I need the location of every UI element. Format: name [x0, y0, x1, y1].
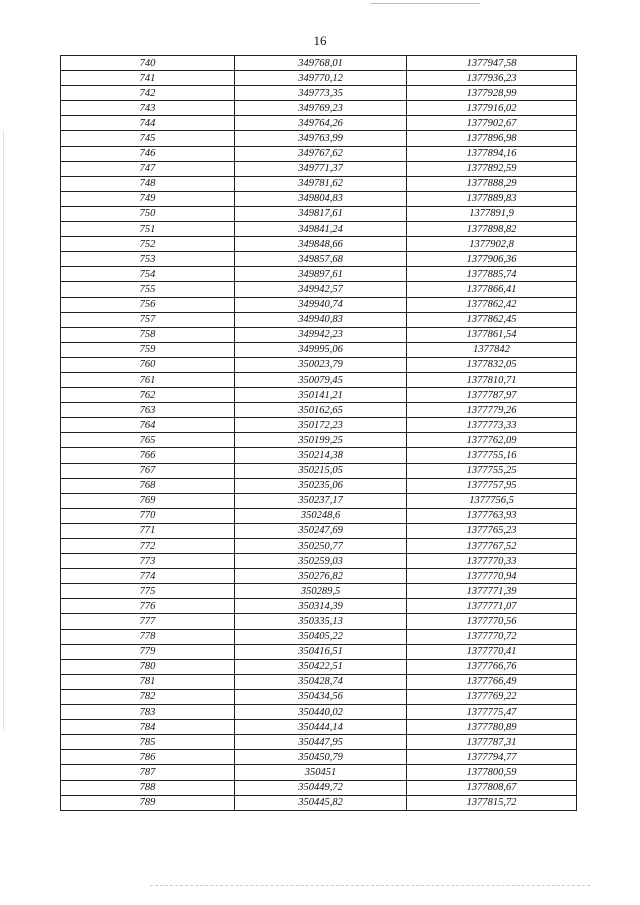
table-row	[61, 56, 577, 71]
y-coordinate-cell: 1377773,33	[407, 418, 577, 433]
table-row	[61, 312, 577, 327]
point-number-cell: 771	[61, 523, 235, 538]
table-row	[61, 448, 577, 463]
y-coordinate-cell: 1377769,22	[407, 689, 577, 704]
y-coordinate-cell: 1377902,8	[407, 237, 577, 252]
y-coordinate-cell: 1377770,72	[407, 629, 577, 644]
x-coordinate-cell: 349770,12	[235, 71, 407, 86]
table-row	[61, 327, 577, 342]
point-number-cell: 741	[61, 71, 235, 86]
point-number-cell: 758	[61, 327, 235, 342]
scan-artifact-left	[3, 130, 4, 730]
point-number-cell: 772	[61, 539, 235, 554]
y-coordinate-cell: 1377755,25	[407, 463, 577, 478]
x-coordinate-cell: 349763,99	[235, 131, 407, 146]
point-number-cell: 743	[61, 101, 235, 116]
coordinates-table-body	[61, 56, 577, 811]
point-number-cell: 745	[61, 131, 235, 146]
x-coordinate-cell: 350451	[235, 765, 407, 780]
x-coordinate-cell: 350416,51	[235, 644, 407, 659]
y-coordinate-cell: 1377906,36	[407, 252, 577, 267]
table-row	[61, 705, 577, 720]
y-coordinate-cell: 1377842	[407, 342, 577, 357]
point-number-cell: 786	[61, 750, 235, 765]
x-coordinate-cell: 349773,35	[235, 86, 407, 101]
point-number-cell: 773	[61, 554, 235, 569]
table-row	[61, 735, 577, 750]
x-coordinate-cell: 350335,13	[235, 614, 407, 629]
x-coordinate-cell: 350235,06	[235, 478, 407, 493]
x-coordinate-cell: 349995,06	[235, 342, 407, 357]
point-number-cell: 756	[61, 297, 235, 312]
table-row	[61, 614, 577, 629]
x-coordinate-cell: 349781,62	[235, 176, 407, 191]
y-coordinate-cell: 1377771,07	[407, 599, 577, 614]
x-coordinate-cell: 350276,82	[235, 569, 407, 584]
y-coordinate-cell: 1377762,09	[407, 433, 577, 448]
x-coordinate-cell: 349764,26	[235, 116, 407, 131]
y-coordinate-cell: 1377779,26	[407, 403, 577, 418]
x-coordinate-cell: 350248,6	[235, 508, 407, 523]
x-coordinate-cell: 350428,74	[235, 674, 407, 689]
table-row	[61, 372, 577, 387]
x-coordinate-cell: 350422,51	[235, 659, 407, 674]
point-number-cell: 789	[61, 795, 235, 810]
point-number-cell: 768	[61, 478, 235, 493]
table-row	[61, 765, 577, 780]
x-coordinate-cell: 350247,69	[235, 523, 407, 538]
table-row	[61, 282, 577, 297]
point-number-cell: 754	[61, 267, 235, 282]
table-row	[61, 750, 577, 765]
y-coordinate-cell: 1377832,05	[407, 357, 577, 372]
y-coordinate-cell: 1377896,98	[407, 131, 577, 146]
y-coordinate-cell: 1377947,58	[407, 56, 577, 71]
y-coordinate-cell: 1377770,33	[407, 554, 577, 569]
table-row	[61, 101, 577, 116]
x-coordinate-cell: 350450,79	[235, 750, 407, 765]
table-row	[61, 569, 577, 584]
x-coordinate-cell: 349817,61	[235, 206, 407, 221]
table-row	[61, 146, 577, 161]
x-coordinate-cell: 350259,03	[235, 554, 407, 569]
y-coordinate-cell: 1377766,49	[407, 674, 577, 689]
point-number-cell: 783	[61, 705, 235, 720]
table-row	[61, 508, 577, 523]
y-coordinate-cell: 1377787,97	[407, 388, 577, 403]
y-coordinate-cell: 1377757,95	[407, 478, 577, 493]
y-coordinate-cell: 1377771,39	[407, 584, 577, 599]
x-coordinate-cell: 350449,72	[235, 780, 407, 795]
point-number-cell: 770	[61, 508, 235, 523]
y-coordinate-cell: 1377810,71	[407, 372, 577, 387]
point-number-cell: 785	[61, 735, 235, 750]
point-number-cell: 769	[61, 493, 235, 508]
point-number-cell: 761	[61, 372, 235, 387]
table-row	[61, 644, 577, 659]
point-number-cell: 753	[61, 252, 235, 267]
y-coordinate-cell: 1377770,56	[407, 614, 577, 629]
y-coordinate-cell: 1377767,52	[407, 539, 577, 554]
y-coordinate-cell: 1377787,31	[407, 735, 577, 750]
point-number-cell: 763	[61, 403, 235, 418]
x-coordinate-cell: 350289,5	[235, 584, 407, 599]
y-coordinate-cell: 1377885,74	[407, 267, 577, 282]
table-row	[61, 493, 577, 508]
table-row	[61, 357, 577, 372]
x-coordinate-cell: 350199,25	[235, 433, 407, 448]
table-row	[61, 161, 577, 176]
point-number-cell: 787	[61, 765, 235, 780]
x-coordinate-cell: 350215,05	[235, 463, 407, 478]
table-row	[61, 403, 577, 418]
table-row	[61, 720, 577, 735]
table-row	[61, 539, 577, 554]
point-number-cell: 765	[61, 433, 235, 448]
point-number-cell: 747	[61, 161, 235, 176]
table-row	[61, 629, 577, 644]
table-row	[61, 252, 577, 267]
point-number-cell: 782	[61, 689, 235, 704]
y-coordinate-cell: 1377780,89	[407, 720, 577, 735]
y-coordinate-cell: 1377936,23	[407, 71, 577, 86]
x-coordinate-cell: 350237,17	[235, 493, 407, 508]
x-coordinate-cell: 349942,57	[235, 282, 407, 297]
y-coordinate-cell: 1377770,41	[407, 644, 577, 659]
table-row	[61, 206, 577, 221]
x-coordinate-cell: 349940,74	[235, 297, 407, 312]
y-coordinate-cell: 1377862,42	[407, 297, 577, 312]
y-coordinate-cell: 1377892,59	[407, 161, 577, 176]
table-row	[61, 795, 577, 810]
point-number-cell: 744	[61, 116, 235, 131]
y-coordinate-cell: 1377755,16	[407, 448, 577, 463]
y-coordinate-cell: 1377916,02	[407, 101, 577, 116]
x-coordinate-cell: 350214,38	[235, 448, 407, 463]
table-row	[61, 554, 577, 569]
table-row	[61, 418, 577, 433]
point-number-cell: 742	[61, 86, 235, 101]
x-coordinate-cell: 349769,23	[235, 101, 407, 116]
point-number-cell: 746	[61, 146, 235, 161]
point-number-cell: 777	[61, 614, 235, 629]
x-coordinate-cell: 350314,39	[235, 599, 407, 614]
table-row	[61, 463, 577, 478]
x-coordinate-cell: 350079,45	[235, 372, 407, 387]
scan-artifact-bottom	[150, 885, 590, 887]
x-coordinate-cell: 349857,68	[235, 252, 407, 267]
y-coordinate-cell: 1377763,93	[407, 508, 577, 523]
y-coordinate-cell: 1377866,41	[407, 282, 577, 297]
x-coordinate-cell: 350434,56	[235, 689, 407, 704]
point-number-cell: 774	[61, 569, 235, 584]
y-coordinate-cell: 1377861,54	[407, 327, 577, 342]
y-coordinate-cell: 1377766,76	[407, 659, 577, 674]
table-row	[61, 342, 577, 357]
table-row	[61, 222, 577, 237]
point-number-cell: 755	[61, 282, 235, 297]
x-coordinate-cell: 350445,82	[235, 795, 407, 810]
table-row	[61, 674, 577, 689]
table-row	[61, 237, 577, 252]
y-coordinate-cell: 1377808,67	[407, 780, 577, 795]
table-row	[61, 131, 577, 146]
y-coordinate-cell: 1377775,47	[407, 705, 577, 720]
y-coordinate-cell: 1377815,72	[407, 795, 577, 810]
table-row	[61, 267, 577, 282]
point-number-cell: 752	[61, 237, 235, 252]
point-number-cell: 757	[61, 312, 235, 327]
x-coordinate-cell: 349768,01	[235, 56, 407, 71]
table-row	[61, 599, 577, 614]
y-coordinate-cell: 1377889,83	[407, 191, 577, 206]
y-coordinate-cell: 1377756,5	[407, 493, 577, 508]
x-coordinate-cell: 349942,23	[235, 327, 407, 342]
x-coordinate-cell: 350405,22	[235, 629, 407, 644]
table-row	[61, 478, 577, 493]
table-row	[61, 86, 577, 101]
point-number-cell: 759	[61, 342, 235, 357]
table-row	[61, 116, 577, 131]
y-coordinate-cell: 1377765,23	[407, 523, 577, 538]
point-number-cell: 762	[61, 388, 235, 403]
y-coordinate-cell: 1377902,67	[407, 116, 577, 131]
y-coordinate-cell: 1377800,59	[407, 765, 577, 780]
x-coordinate-cell: 349771,37	[235, 161, 407, 176]
scan-artifact-top	[370, 3, 480, 4]
y-coordinate-cell: 1377894,16	[407, 146, 577, 161]
point-number-cell: 776	[61, 599, 235, 614]
point-number-cell: 778	[61, 629, 235, 644]
point-number-cell: 751	[61, 222, 235, 237]
table-row	[61, 388, 577, 403]
x-coordinate-cell: 350250,77	[235, 539, 407, 554]
point-number-cell: 775	[61, 584, 235, 599]
y-coordinate-cell: 1377770,94	[407, 569, 577, 584]
y-coordinate-cell: 1377891,9	[407, 206, 577, 221]
y-coordinate-cell: 1377928,99	[407, 86, 577, 101]
coordinates-table	[60, 55, 577, 811]
point-number-cell: 781	[61, 674, 235, 689]
point-number-cell: 788	[61, 780, 235, 795]
y-coordinate-cell: 1377794,77	[407, 750, 577, 765]
x-coordinate-cell: 349940,83	[235, 312, 407, 327]
x-coordinate-cell: 349767,62	[235, 146, 407, 161]
table-row	[61, 659, 577, 674]
x-coordinate-cell: 350023,79	[235, 357, 407, 372]
table-row	[61, 297, 577, 312]
table-row	[61, 71, 577, 86]
x-coordinate-cell: 349804,83	[235, 191, 407, 206]
table-row	[61, 433, 577, 448]
table-row	[61, 584, 577, 599]
point-number-cell: 760	[61, 357, 235, 372]
x-coordinate-cell: 350162,65	[235, 403, 407, 418]
point-number-cell: 748	[61, 176, 235, 191]
x-coordinate-cell: 350141,21	[235, 388, 407, 403]
page-number: 16	[313, 33, 327, 48]
table-row	[61, 523, 577, 538]
point-number-cell: 766	[61, 448, 235, 463]
point-number-cell: 764	[61, 418, 235, 433]
table-row	[61, 780, 577, 795]
table-row	[61, 176, 577, 191]
y-coordinate-cell: 1377898,82	[407, 222, 577, 237]
x-coordinate-cell: 350172,23	[235, 418, 407, 433]
x-coordinate-cell: 350440,02	[235, 705, 407, 720]
point-number-cell: 740	[61, 56, 235, 71]
x-coordinate-cell: 350447,95	[235, 735, 407, 750]
y-coordinate-cell: 1377888,29	[407, 176, 577, 191]
point-number-cell: 767	[61, 463, 235, 478]
point-number-cell: 784	[61, 720, 235, 735]
point-number-cell: 749	[61, 191, 235, 206]
point-number-cell: 779	[61, 644, 235, 659]
x-coordinate-cell: 349897,61	[235, 267, 407, 282]
point-number-cell: 750	[61, 206, 235, 221]
x-coordinate-cell: 349848,66	[235, 237, 407, 252]
table-row	[61, 689, 577, 704]
x-coordinate-cell: 349841,24	[235, 222, 407, 237]
table-row	[61, 191, 577, 206]
x-coordinate-cell: 350444,14	[235, 720, 407, 735]
point-number-cell: 780	[61, 659, 235, 674]
y-coordinate-cell: 1377862,45	[407, 312, 577, 327]
